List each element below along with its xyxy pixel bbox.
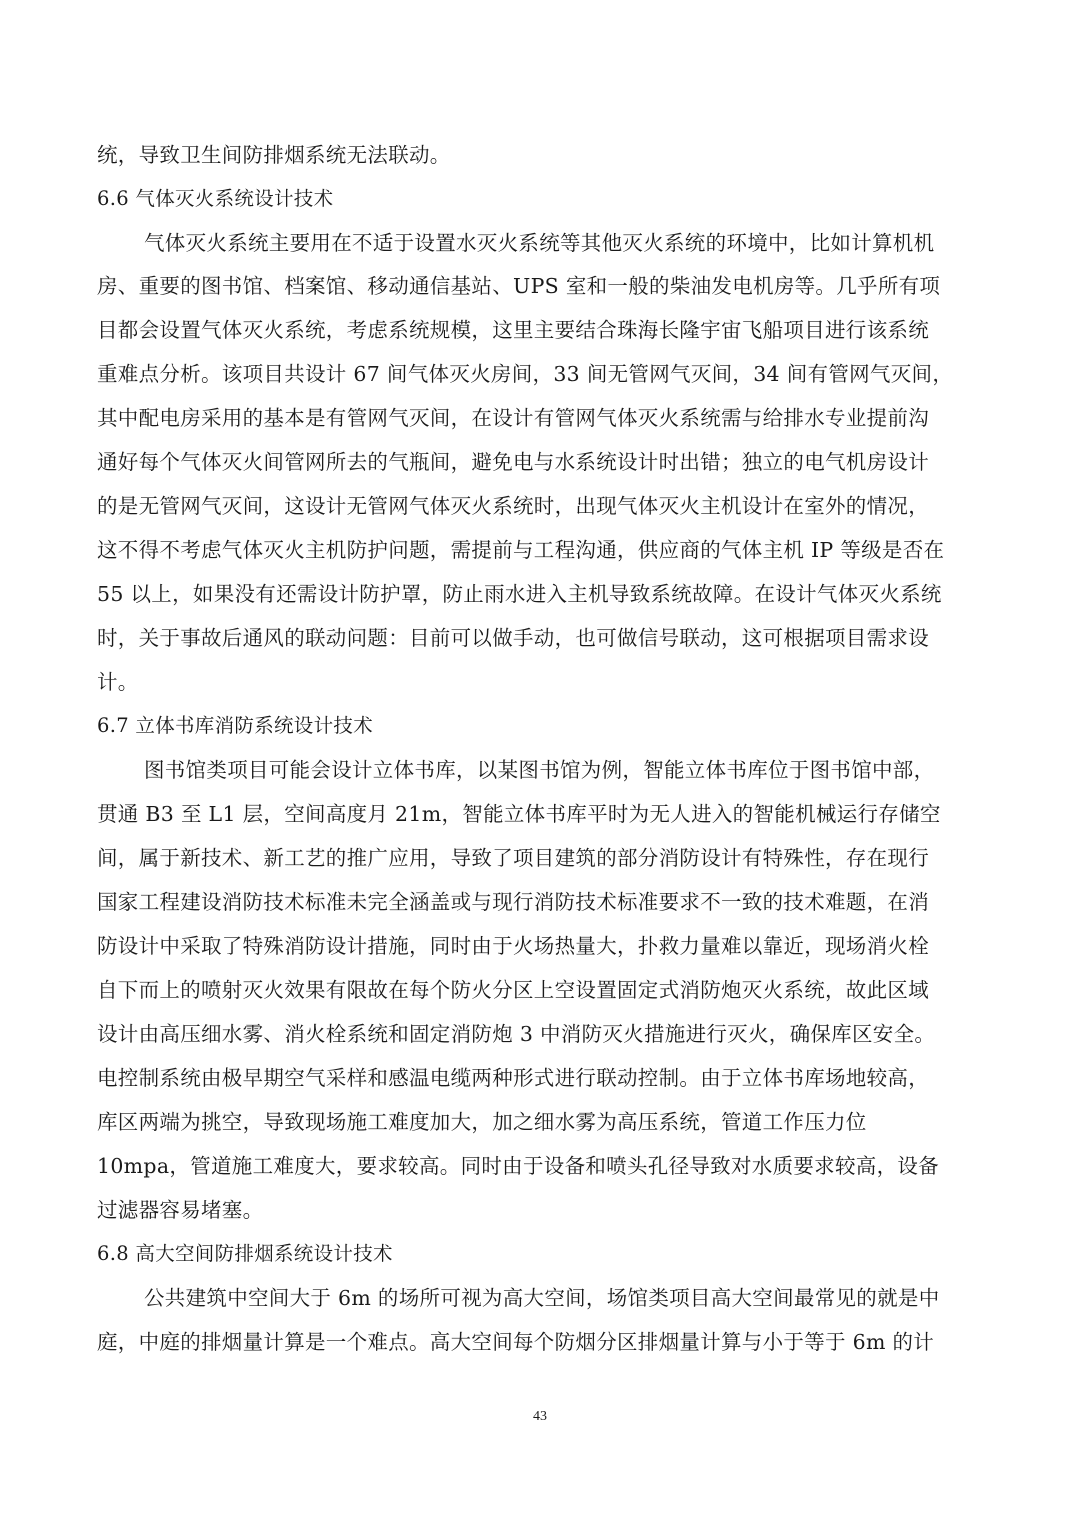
text-line: 55 以上，如果没有还需设计防护罩，防止雨水进入主机导致系统故障。在设计气体灭火系统 bbox=[97, 582, 942, 606]
text-line: 过滤器容易堵塞。 bbox=[97, 1198, 264, 1222]
page-number: 43 bbox=[533, 1409, 547, 1424]
section-heading-6-7: 6.7 立体书库消防系统设计技术 bbox=[97, 714, 374, 737]
text-line: 通好每个气体灭火间管网所去的气瓶间，避免电与水系统设计时出错；独立的电气机房设计 bbox=[97, 450, 929, 474]
text-line: 这不得不考虑气体灭火主机防护问题，需提前与工程沟通，供应商的气体主机 IP 等级是否在 bbox=[97, 538, 945, 562]
text-line: 目都会设置气体灭火系统，考虑系统规模，这里主要结合珠海长隆宇宙飞船项目进行该系统 bbox=[97, 318, 929, 342]
text-line: 计。 bbox=[97, 670, 139, 694]
text-line: 统，导致卫生间防排烟系统无法联动。 bbox=[97, 143, 451, 167]
text-line: 图书馆类项目可能会设计立体书库，以某图书馆为例，智能立体书库位于图书馆中部， bbox=[144, 758, 935, 782]
text-line: 设计由高压细水雾、消火栓系统和固定消防炮 3 中消防灭火措施进行灭火，确保库区安全。 bbox=[97, 1022, 936, 1046]
section-heading-6-8: 6.8 高大空间防排烟系统设计技术 bbox=[97, 1242, 393, 1265]
text-line: 时，关于事故后通风的联动问题：目前可以做手动，也可做信号联动，这可根据项目需求设 bbox=[97, 626, 929, 650]
section-heading-6-6: 6.6 气体灭火系统设计技术 bbox=[97, 187, 334, 210]
text-line: 自下而上的喷射灭火效果有限故在每个防火分区上空设置固定式消防炮灭火系统，故此区域 bbox=[97, 978, 929, 1002]
text-line: 10mpa，管道施工难度大，要求较高。同时由于设备和喷头孔径导致对水质要求较高，设备 bbox=[97, 1154, 939, 1178]
text-line: 公共建筑中空间大于 6m 的场所可视为高大空间，场馆类项目高大空间最常见的就是中 bbox=[144, 1286, 940, 1310]
text-line: 电控制系统由极早期空气采样和感温电缆两种形式进行联动控制。由于立体书库场地较高， bbox=[97, 1066, 929, 1090]
text-line: 的是无管网气灭间，这设计无管网气体灭火系统时，出现气体灭火主机设计在室外的情况， bbox=[97, 494, 929, 518]
text-line: 防设计中采取了特殊消防设计措施，同时由于火场热量大，扑救力量难以靠近，现场消火栓 bbox=[97, 934, 929, 958]
text-line: 其中配电房采用的基本是有管网气灭间，在设计有管网气体灭火系统需与给排水专业提前沟 bbox=[97, 406, 929, 430]
text-line: 气体灭火系统主要用在不适于设置水灭火系统等其他灭火系统的环境中，比如计算机机 bbox=[144, 231, 935, 255]
text-line: 重难点分析。该项目共设计 67 间气体灭火房间，33 间无管网气灭间，34 间有管网气灭间， bbox=[97, 362, 954, 386]
text-line: 间，属于新技术、新工艺的推广应用，导致了项目建筑的部分消防设计有特殊性，存在现行 bbox=[97, 846, 929, 870]
text-line: 庭，中庭的排烟量计算是一个难点。高大空间每个防烟分区排烟量计算与小于等于 6m 的计 bbox=[97, 1330, 935, 1354]
text-line: 库区两端为挑空，导致现场施工难度加大，加之细水雾为高压系统，管道工作压力位 bbox=[97, 1110, 867, 1134]
text-line: 国家工程建设消防技术标准未完全涵盖或与现行消防技术标准要求不一致的技术难题，在消 bbox=[97, 890, 929, 914]
text-line: 贯通 B3 至 L1 层，空间高度月 21m，智能立体书库平时为无人进入的智能机械运行存储空 bbox=[97, 802, 941, 826]
text-line: 房、重要的图书馆、档案馆、移动通信基站、UPS 室和一般的柴油发电机房等。几乎所有项 bbox=[97, 274, 941, 298]
